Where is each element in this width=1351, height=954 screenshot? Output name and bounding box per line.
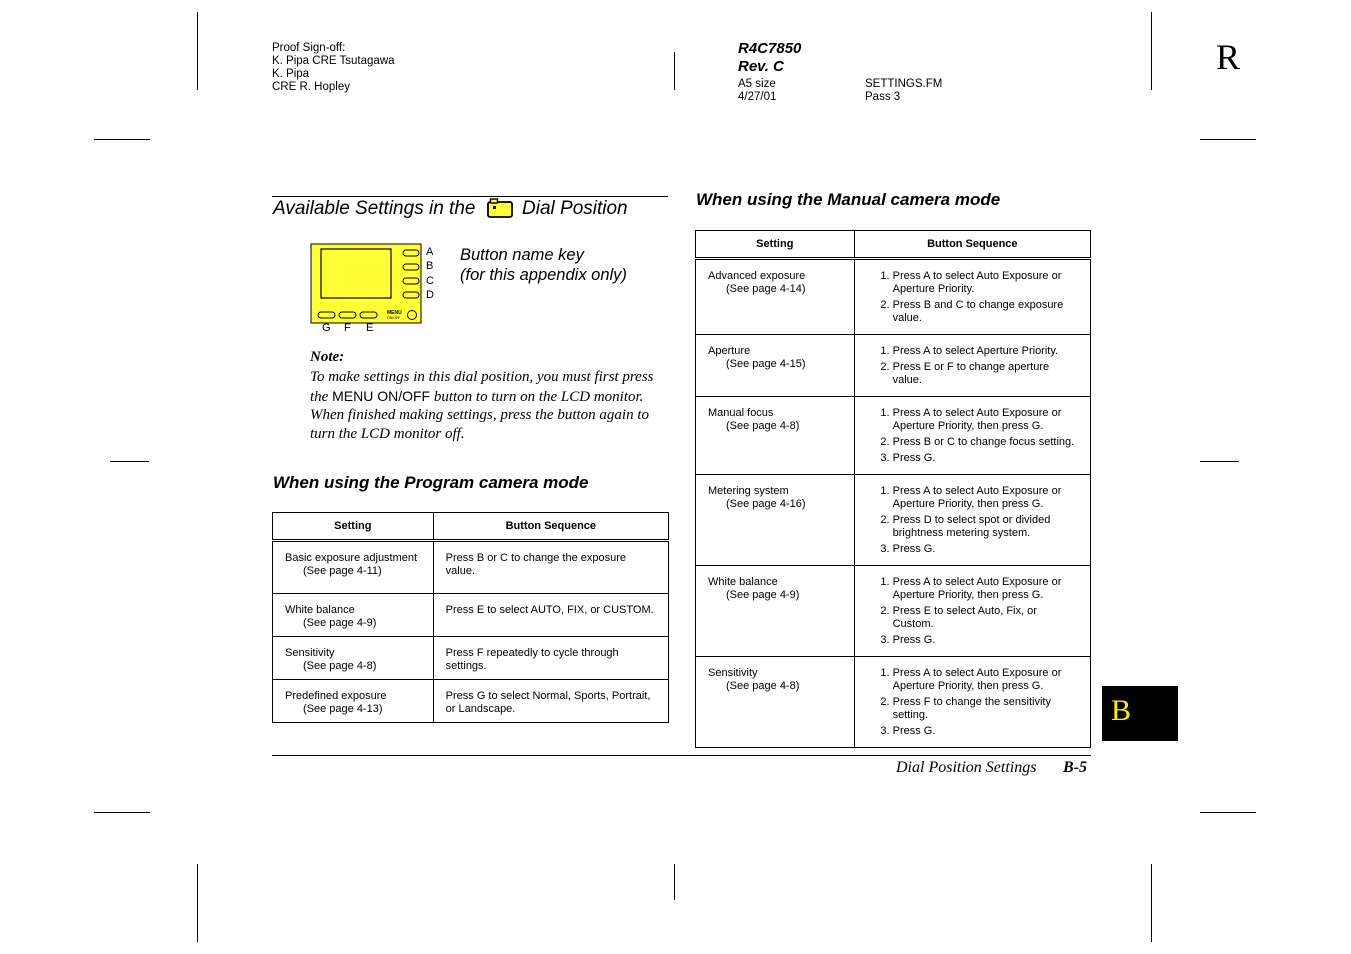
size-date (738, 78, 776, 104)
crop-mark (674, 52, 675, 90)
setting-name: Advanced exposure (708, 270, 806, 282)
key-label-f: F (344, 322, 351, 334)
note-body (310, 368, 670, 443)
table-row (696, 475, 1091, 566)
crop-mark (1200, 139, 1256, 140)
setting-cell (273, 680, 434, 723)
step-item: 2. Press B and C to change exposure value. (893, 299, 1080, 325)
revision: Rev. C (738, 58, 784, 75)
setting-name: Basic exposure adjustment (285, 552, 418, 564)
setting-cell (696, 259, 855, 335)
step-list (867, 270, 1080, 325)
proof-line: K. Pipa CRE Tsutagawa (272, 55, 395, 67)
program-heading: When using the Program camera mode (273, 473, 589, 492)
menu-button-name: MENU ON/OFF (332, 387, 431, 404)
page-reference: (See page 4-16) (726, 498, 806, 510)
column-header-setting: Setting (273, 513, 434, 541)
setting-name: White balance (708, 576, 778, 588)
pass-number: Pass 3 (865, 91, 901, 103)
model-number: R4C7850 (738, 40, 802, 57)
proof-line: Proof Sign-off: (272, 42, 346, 54)
key-label-b: B (426, 260, 434, 272)
table-header-row (696, 231, 1091, 259)
step-item: 1. Press A to select Auto Exposure or Aperture Priority, then press G. (893, 576, 1080, 602)
crop-mark (1200, 461, 1239, 462)
step-item: 2. Press B or C to change focus setting. (893, 436, 1080, 449)
page-reference: (See page 4-8) (726, 680, 800, 692)
table-row (696, 259, 1091, 335)
step-item: 2. Press F to change the sensitivity setting. (893, 696, 1080, 722)
step-item: 1. Press A to select Auto Exposure or Aperture Priority. (893, 270, 1080, 296)
crop-mark (674, 864, 675, 900)
setting-name: Aperture (708, 345, 751, 357)
table-row (696, 566, 1091, 657)
crop-mark (94, 139, 150, 140)
setting-name: White balance (285, 604, 355, 616)
crop-mark (110, 461, 149, 462)
step-item: 2. Press E or F to change aperture value. (893, 361, 1080, 387)
sequence-cell (854, 566, 1090, 657)
setting-name: Manual focus (708, 407, 774, 419)
manual-heading: When using the Manual camera mode (696, 190, 1001, 209)
footer-rule (272, 755, 1091, 756)
setting-cell (696, 475, 855, 566)
file-pass (865, 78, 942, 104)
proof-signoff (272, 42, 395, 94)
setting-name: Predefined exposure (285, 690, 387, 702)
sequence-cell: Press G to select Normal, Sports, Portrait, or Landscape. (433, 680, 668, 723)
key-label-e: E (366, 322, 374, 334)
column-header-setting: Setting (696, 231, 855, 259)
title-text: Dial Position (522, 198, 628, 219)
menu-label: MENU (387, 310, 402, 316)
appendix-thumb-tab (1102, 686, 1178, 741)
column-header-sequence: Button Sequence (433, 513, 668, 541)
sequence-cell (854, 397, 1090, 475)
column-header-sequence: Button Sequence (854, 231, 1090, 259)
proof-line: K. Pipa (272, 68, 310, 80)
step-list (867, 667, 1080, 738)
sequence-cell: Press F repeatedly to cycle through settings. (433, 637, 668, 680)
page-reference: (See page 4-15) (726, 358, 806, 370)
table-row (696, 335, 1091, 397)
print-date: 4/27/01 (738, 91, 777, 103)
step-item: 3. Press G. (893, 634, 1080, 647)
sequence-cell (854, 259, 1090, 335)
table-row (273, 594, 669, 637)
step-item: 1. Press A to select Auto Exposure or Aperture Priority, then press G. (893, 407, 1080, 433)
step-item: 2. Press D to select spot or divided brightness metering system. (893, 514, 1080, 540)
step-item: 3. Press G. (893, 725, 1080, 738)
step-item: 3. Press G. (893, 543, 1080, 556)
key-caption-line: Button name key (460, 246, 584, 264)
note-text: button to turn on the LCD monitor. When finished making settings, press the button again to turn the LCD monitor off. (310, 388, 650, 442)
program-settings-table (272, 512, 669, 723)
key-caption-line: (for this appendix only) (460, 266, 627, 284)
sequence-cell: Press E to select AUTO, FIX, or CUSTOM. (433, 594, 668, 637)
step-list (867, 576, 1080, 647)
sequence-cell (854, 475, 1090, 566)
step-item: 1. Press A to select Aperture Priority. (893, 345, 1080, 358)
crop-mark (1200, 812, 1256, 813)
step-list (867, 345, 1080, 387)
table-row (273, 637, 669, 680)
step-list (867, 485, 1080, 556)
note-text: To make settings in this dial position, you must first press the (310, 369, 654, 405)
setting-cell (696, 397, 855, 475)
tab-letter: B (1111, 694, 1132, 727)
page-reference: (See page 4-8) (726, 420, 800, 432)
setting-cell (273, 541, 434, 594)
table-row (273, 680, 669, 723)
button-key-diagram (308, 242, 448, 343)
step-item: 1. Press A to select Auto Exposure or Aperture Priority, then press G. (893, 485, 1080, 511)
table-row (696, 397, 1091, 475)
revision-block (738, 40, 801, 76)
setting-cell (696, 657, 855, 748)
setting-name: Sensitivity (285, 647, 335, 659)
crop-mark (197, 12, 198, 90)
key-label-c: C (426, 275, 434, 287)
setting-cell (696, 335, 855, 397)
page-reference: (See page 4-13) (303, 703, 383, 715)
page-reference: (See page 4-14) (726, 283, 806, 295)
page-reference: (See page 4-9) (726, 589, 800, 601)
page-reference: (See page 4-8) (303, 660, 377, 672)
section-title (273, 198, 628, 224)
onoff-label: ON/OFF (387, 316, 401, 320)
corner-letter: R (1216, 37, 1241, 77)
step-list (867, 407, 1080, 465)
setting-cell (273, 594, 434, 637)
manual-settings-table (695, 230, 1091, 748)
sequence-cell (854, 335, 1090, 397)
key-label-a: A (426, 246, 434, 258)
table-row (696, 657, 1091, 748)
page-number: B-5 (1063, 759, 1087, 776)
crop-mark (94, 812, 150, 813)
key-label-g: G (322, 322, 331, 334)
section-rule (272, 196, 668, 197)
table-row (273, 541, 669, 594)
setting-name: Metering system (708, 485, 789, 497)
step-item: 2. Press E to select Auto, Fix, or Custom. (893, 605, 1080, 631)
key-label-d: D (426, 289, 434, 301)
file-name: SETTINGS.FM (865, 78, 943, 90)
step-item: 3. Press G. (893, 452, 1080, 465)
crop-mark (1151, 12, 1152, 90)
table-header-row (273, 513, 669, 541)
sequence-cell (854, 657, 1090, 748)
footer-title: Dial Position Settings (896, 759, 1037, 776)
step-item: 1. Press A to select Auto Exposure or Aperture Priority, then press G. (893, 667, 1080, 693)
title-text: Available Settings in the (273, 198, 476, 219)
crop-mark (1151, 864, 1152, 942)
setting-name: Sensitivity (708, 667, 758, 679)
key-caption (460, 245, 627, 285)
proof-line: CRE R. Hopley (272, 81, 350, 93)
page-reference: (See page 4-9) (303, 617, 377, 629)
setting-cell (696, 566, 855, 657)
camera-icon (487, 198, 513, 224)
page-reference: (See page 4-11) (303, 565, 382, 577)
setting-cell (273, 637, 434, 680)
note-label: Note: (310, 349, 345, 365)
crop-mark (197, 864, 198, 942)
page-size: A5 size (738, 78, 776, 90)
sequence-cell: Press B or C to change the exposure value. (433, 541, 668, 594)
